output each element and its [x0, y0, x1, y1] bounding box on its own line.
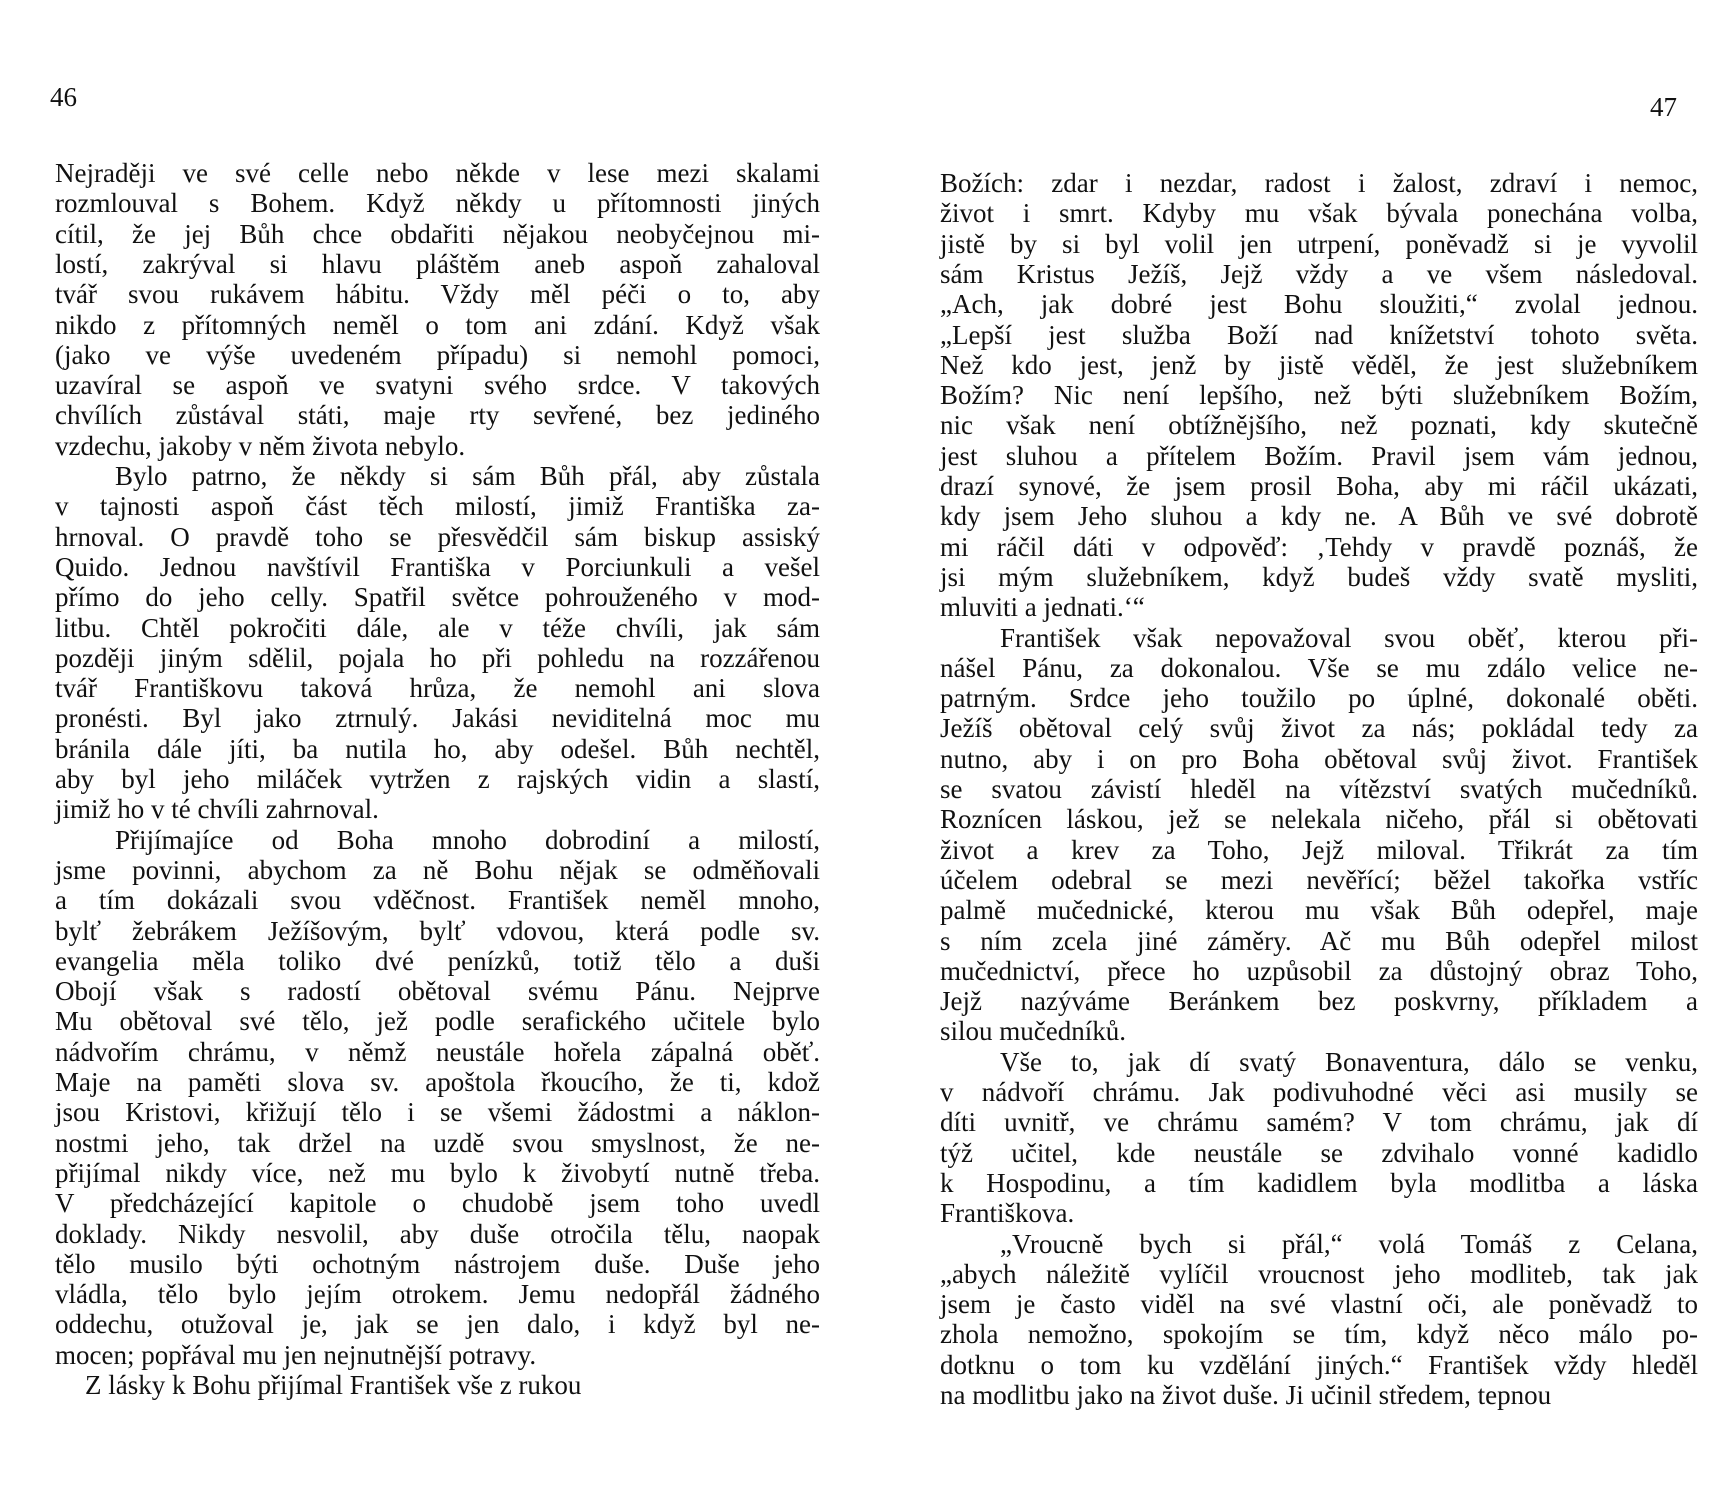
- text-line: život a krev za Toho, Jejž miloval. Třikrát za tím: [940, 834, 1698, 865]
- text-line: aby byl jeho miláček vytržen z rajských vidin a slastí,: [55, 764, 820, 794]
- text-line: zhola nemožno, spokojím se tím, když něco málo po-: [940, 1319, 1698, 1350]
- text-line: nádvořím chrámu, v němž neustále hořela zápalná oběť.: [55, 1036, 820, 1067]
- text-line: jest sluhou a přítelem Božím. Pravil jsem vám jednou,: [940, 440, 1698, 471]
- text-line: chvílích zůstával státi, maje rty sevřené, bez jediného: [55, 400, 820, 431]
- text-line: nic však není obtížnějšího, než poznati, kdy skutečně: [940, 410, 1698, 441]
- text-line: silou mučedníků.: [940, 1016, 1126, 1047]
- text-line: díti uvnitř, ve chrámu samém? V tom chrámu, jak dí: [940, 1107, 1698, 1138]
- text-line: „Vroucně bych si přál,“ volá Tomáš z Celana,: [1000, 1228, 1698, 1259]
- text-line: vzdechu, jakoby v něm života nebylo.: [55, 430, 466, 461]
- text-line: litbu. Chtěl pokročiti dále, ale v téže chvíli, jak sám: [55, 612, 820, 643]
- text-line: Nejraději ve své celle nebo někde v lese mezi skalami: [55, 158, 820, 188]
- text-line: Františkova.: [940, 1198, 1075, 1229]
- text-line: dotknu o tom ku vzdělání jiných.“ František vždy hleděl: [940, 1349, 1698, 1380]
- text-line: později jiným sdělil, pojala ho při pohledu na rozzářenou: [55, 642, 820, 673]
- text-line: Božích: zdar i nezdar, radost i žalost, zdraví i nemoc,: [940, 168, 1698, 198]
- text-line: mi ráčil dáti v odpověď: ‚Tehdy v pravdě poznáš, že: [940, 531, 1698, 562]
- text-line: Obojí však s radostí obětoval svému Pánu. Nejprve: [55, 976, 820, 1007]
- text-line: „abych náležitě vylíčil vroucnost jeho modliteb, tak jak: [940, 1258, 1698, 1289]
- text-line: „Lepší jest služba Boží nad knížetství tohoto světa.: [940, 319, 1698, 350]
- text-line: bránila dále jíti, ba nutila ho, aby odešel. Bůh nechtěl,: [55, 733, 820, 764]
- text-line: lostí, zakrýval si hlavu pláštěm aneb aspoň zahaloval: [55, 248, 820, 279]
- text-line: k Hospodinu, a tím kadidlem byla modlitba a láska: [940, 1167, 1698, 1198]
- text-line: mučednictví, přece ho uzpůsobil za důstojný obraz Toho,: [940, 955, 1698, 986]
- text-line: doklady. Nikdy nesvolil, aby duše otročila tělu, naopak: [55, 1218, 820, 1249]
- text-line: tvář Františkovu taková hrůza, že nemohl ani slova: [55, 673, 820, 704]
- text-line: Quido. Jednou navštívil Františka v Porciunkuli a vešel: [55, 551, 820, 582]
- text-line: Z lásky k Bohu přijímal František vše z rukou: [85, 1370, 582, 1400]
- text-line: a tím dokázali svou vděčnost. František neměl mnoho,: [55, 885, 820, 916]
- text-line: na modlitbu jako na život duše. Ji učinil středem, tepnou: [940, 1380, 1552, 1410]
- text-line: Božím? Nic není lepšího, než býti služebníkem Božím,: [940, 380, 1698, 411]
- text-line: evangelia měla toliko dvé penízků, totiž tělo a duši: [55, 945, 820, 976]
- text-line: mluviti a jednati.‘“: [940, 592, 1145, 623]
- text-line: Bylo patrno, že někdy si sám Bůh přál, aby zůstala: [115, 461, 820, 491]
- text-line: Ježíš obětoval celý svůj život za nás; pokládal tedy za: [940, 713, 1698, 744]
- text-line: Jejž nazýváme Beránkem bez poskvrny, příkladem a: [940, 986, 1698, 1017]
- text-line: se svatou závistí hleděl na vítězství svatých mučedníků.: [940, 774, 1698, 804]
- text-line: vládla, tělo bylo jejím otrokem. Jemu nedopřál žádného: [55, 1279, 820, 1310]
- text-line: týž učitel, kde neustále se zdvihalo vonné kadidlo: [940, 1137, 1698, 1168]
- text-line: Maje na paměti slova sv. apoštola řkoucího, že ti, kdož: [55, 1067, 820, 1097]
- text-line: Vše to, jak dí svatý Bonaventura, dálo se venku,: [1000, 1046, 1698, 1077]
- text-line: nikdo z přítomných neměl o tom ani zdání. Když však: [55, 309, 820, 340]
- text-line: nášel Pánu, za dokonalou. Vše se mu zdálo velice ne-: [940, 652, 1698, 683]
- text-line: pronésti. Byl jako ztrnulý. Jakási neviditelná moc mu: [55, 703, 820, 734]
- text-line: František však nepovažoval svou oběť, kterou při-: [1000, 622, 1698, 653]
- text-line: v tajnosti aspoň část těch milostí, jimiž Františka za-: [55, 491, 820, 522]
- text-line: jsem je často viděl na své vlastní oči, ale poněvadž to: [940, 1289, 1698, 1320]
- text-line: nutno, aby i on pro Boha obětoval svůj život. František: [940, 743, 1698, 774]
- text-line: hrnoval. O pravdě toho se přesvědčil sám biskup assiský: [55, 521, 820, 552]
- text-line: život i smrt. Kdyby mu však bývala ponechána volba,: [940, 198, 1698, 229]
- text-line: oddechu, otužoval je, jak se jen dalo, i když byl ne-: [55, 1309, 820, 1340]
- text-line: patrným. Srdce jeho toužilo po úplné, dokonalé oběti.: [940, 683, 1698, 714]
- text-line: bylť žebrákem Ježíšovým, bylť vdovou, která podle sv.: [55, 915, 820, 946]
- text-line: jistě by si byl volil jen utrpení, poněvadž si je vyvolil: [940, 228, 1698, 259]
- text-line: cítil, že jej Bůh chce obdařiti nějakou neobyčejnou mi-: [55, 218, 820, 249]
- text-line: jsou Kristovi, křižují tělo i se všemi žádostmi a náklon-: [55, 1097, 820, 1128]
- left-page-number: 46: [50, 82, 77, 112]
- text-line: jsi mým služebníkem, když budeš vždy svatě mysliti,: [940, 561, 1698, 592]
- text-line: tvář svou rukávem hábitu. Vždy měl péči o to, aby: [55, 279, 820, 310]
- text-line: nostmi jeho, tak držel na uzdě svou smyslnost, že ne-: [55, 1127, 820, 1158]
- text-line: přímo do jeho celly. Spatřil světce pohrouženého v mod-: [55, 582, 820, 613]
- text-line: Než kdo jest, jenž by jistě věděl, že jest služebníkem: [940, 349, 1698, 380]
- text-line: účelem odebral se mezi nevěřící; běžel takořka vstříc: [940, 864, 1698, 895]
- text-line: Přijímajíce od Boha mnoho dobrodiní a milostí,: [115, 824, 820, 855]
- text-line: mocen; popřával mu jen nejnutnější potravy.: [55, 1339, 537, 1370]
- text-line: drazí synové, že jsem prosil Boha, aby mi ráčil ukázati,: [940, 471, 1698, 501]
- text-line: palmě mučednické, kterou mu však Bůh odepřel, maje: [940, 895, 1698, 926]
- text-line: Mu obětoval své tělo, jež podle serafického učitele bylo: [55, 1006, 820, 1037]
- text-line: přijímal nikdy více, než mu bylo k živobytí nutně třeba.: [55, 1157, 820, 1188]
- text-line: rozmlouval s Bohem. Když někdy u přítomnosti jiných: [55, 188, 820, 219]
- text-line: V předcházející kapitole o chudobě jsem toho uvedl: [55, 1188, 820, 1219]
- text-line: (jako ve výše uvedeném případu) si nemohl pomoci,: [55, 339, 820, 370]
- text-line: jimiž ho v té chvíli zahrnoval.: [55, 794, 379, 825]
- text-line: „Ach, jak dobré jest Bohu sloužiti,“ zvolal jednou.: [940, 289, 1698, 320]
- text-line: kdy jsem Jeho sluhou a kdy ne. A Bůh ve své dobrotě: [940, 501, 1698, 532]
- text-line: tělo musilo býti ochotným nástrojem duše. Duše jeho: [55, 1248, 820, 1279]
- text-line: uzavíral se aspoň ve svatyni svého srdce. V takových: [55, 370, 820, 401]
- right-page-number: 47: [1650, 92, 1677, 122]
- text-line: sám Kristus Ježíš, Jejž vždy a ve všem následoval.: [940, 258, 1698, 289]
- text-line: v nádvoří chrámu. Jak podivuhodné věci asi musily se: [940, 1077, 1698, 1107]
- text-line: Roznícen láskou, jež se nelekala ničeho, přál si obětovati: [940, 804, 1698, 835]
- text-line: jsme povinni, abychom za ně Bohu nějak se odměňovali: [55, 854, 820, 885]
- text-line: s ním zcela jiné záměry. Ač mu Bůh odepřel milost: [940, 925, 1698, 956]
